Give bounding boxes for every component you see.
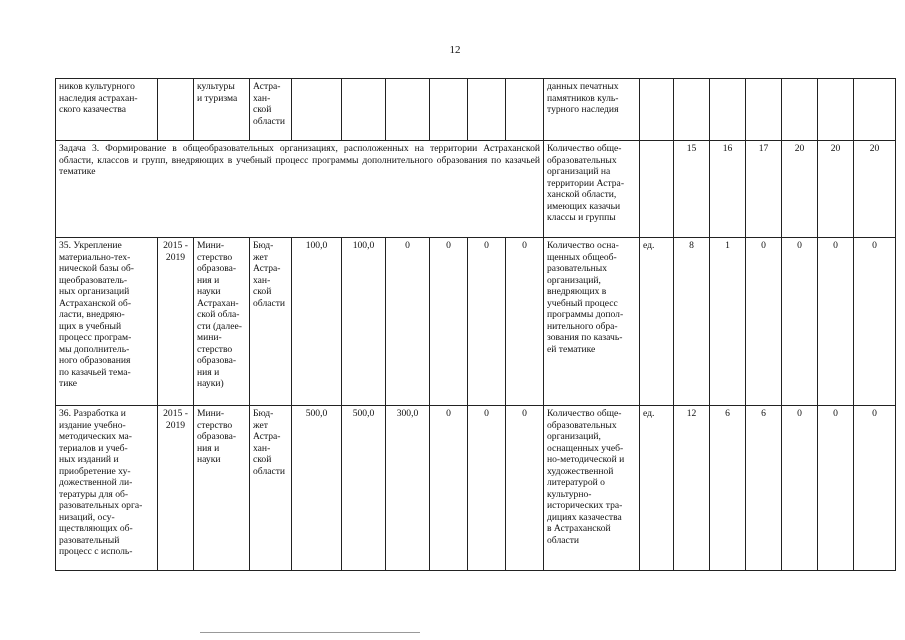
activity-name: 35. Укрепление материально-тех- нической базы об- щеобразователь- ных организаций Астраханской об- ласти, внедряю- щих в учебный процесс програм- мы дополнитель- ного образования по казачьей тема- тике	[56, 238, 158, 406]
value-cell: 15	[674, 141, 710, 238]
indicator-cell: Количество обще- образовательных организаций на территории Астра- ханской области, имеющих казачьи классы и группы	[544, 141, 640, 238]
value-cell: 0	[746, 238, 782, 406]
value-cell: 20	[782, 141, 818, 238]
funding-cell: 0	[430, 406, 468, 571]
executor-cell: Мини- стерство образова- ния и науки Астрахан- ской обла- сти (далее- мини- стерство образова- ния и науки)	[194, 238, 250, 406]
funding-source-cell: Астра- хан- ской области	[250, 79, 292, 141]
table-row	[56, 406, 896, 571]
funding-source-cell: Бюд- жет Астра- хан- ской области	[250, 238, 292, 406]
value-cell: 0	[854, 238, 896, 406]
value-cell	[746, 79, 782, 141]
value-cell: 17	[746, 141, 782, 238]
indicator-cell: данных печатных памятников куль- турного наследия	[544, 79, 640, 141]
activity-name: 36. Разработка и издание учебно- методических ма- териалов и учеб- ных изданий и приобретение ху- дожественной ли- тературы для об- разовательных орга- низаций, осу- ществляющих об- разовательный процесс с исполь-	[56, 406, 158, 571]
funding-cell: 500,0	[342, 406, 386, 571]
value-cell	[818, 79, 854, 141]
funding-cell	[292, 79, 342, 141]
table-row	[56, 141, 896, 238]
unit-cell: ед.	[640, 238, 674, 406]
value-cell	[710, 79, 746, 141]
funding-cell	[342, 79, 386, 141]
value-cell: 0	[818, 406, 854, 571]
value-cell: 20	[854, 141, 896, 238]
unit-cell	[640, 79, 674, 141]
value-cell: 6	[710, 406, 746, 571]
value-cell	[674, 79, 710, 141]
funding-cell: 100,0	[292, 238, 342, 406]
value-cell: 8	[674, 238, 710, 406]
table-row	[56, 79, 896, 141]
funding-cell: 0	[468, 238, 506, 406]
value-cell: 6	[746, 406, 782, 571]
period-cell: 2015 - 2019	[158, 238, 194, 406]
funding-cell: 0	[506, 238, 544, 406]
task-heading: Задача 3. Формирование в общеобразовательных организациях, расположенных на территории Астраханской области, классов и групп, внедряющих в учебный процесс программы дополнительного образования по казачьей тематике	[56, 141, 544, 238]
funding-cell: 300,0	[386, 406, 430, 571]
period-cell: 2015 - 2019	[158, 406, 194, 571]
indicator-cell: Количество обще- образовательных организаций, оснащенных учеб- но-методической и художественной литературой о культурно- исторических тра- дициях казачества в Астраханской области	[544, 406, 640, 571]
period-cell	[158, 79, 194, 141]
value-cell: 0	[782, 238, 818, 406]
value-cell: 16	[710, 141, 746, 238]
unit-cell: ед.	[640, 406, 674, 571]
activity-name: ников культурного наследия астрахан- ского казачества	[56, 79, 158, 141]
funding-cell: 500,0	[292, 406, 342, 571]
value-cell: 12	[674, 406, 710, 571]
funding-cell: 0	[386, 238, 430, 406]
funding-cell: 0	[430, 238, 468, 406]
page-number: 12	[449, 44, 461, 56]
value-cell	[854, 79, 896, 141]
value-cell: 20	[818, 141, 854, 238]
funding-source-cell: Бюд- жет Астра- хан- ской области	[250, 406, 292, 571]
value-cell	[782, 79, 818, 141]
funding-cell	[468, 79, 506, 141]
value-cell: 0	[782, 406, 818, 571]
table-row	[56, 238, 896, 406]
funding-cell: 100,0	[342, 238, 386, 406]
value-cell: 1	[710, 238, 746, 406]
value-cell: 0	[818, 238, 854, 406]
unit-cell	[640, 141, 674, 238]
funding-cell	[386, 79, 430, 141]
funding-cell: 0	[506, 406, 544, 571]
funding-cell	[506, 79, 544, 141]
executor-cell: культуры и туризма	[194, 79, 250, 141]
funding-cell: 0	[468, 406, 506, 571]
scan-artifact-line	[200, 632, 420, 633]
executor-cell: Мини- стерство образова- ния и науки	[194, 406, 250, 571]
indicator-cell: Количество осна- щенных общеоб- разовательных организаций, внедряющих в учебный процесс программы допол- нительного обра- зования по казачь- ей тематике	[544, 238, 640, 406]
value-cell: 0	[854, 406, 896, 571]
funding-cell	[430, 79, 468, 141]
program-table	[55, 78, 896, 571]
